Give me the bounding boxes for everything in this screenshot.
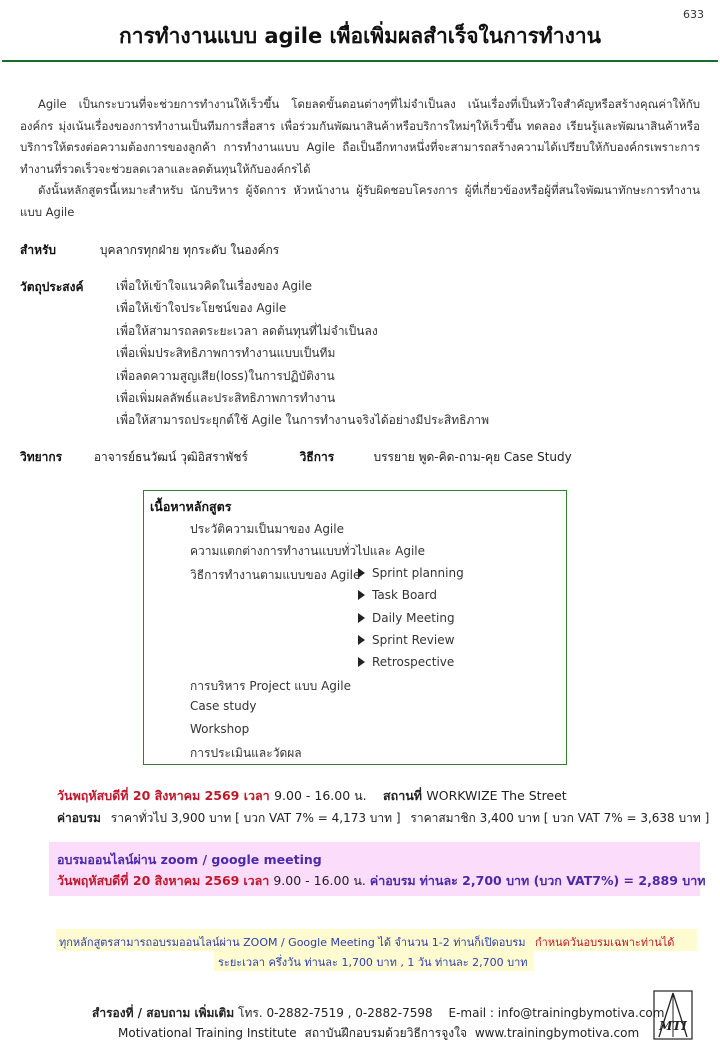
org-website[interactable]: www.trainingbymotiva.com [474, 1026, 640, 1040]
intro-paragraph-1: Agile เป็นกระบวนที่จะช่วยการทำงานให้เร็วขึ้น โดยลดขั้นตอนต่างๆที่ไม่จำเป็นลง เน้นเรื่องที่เป็นหัวใจสำคัญหรือสร้างคุณค่าให้กับองค์กร มุ่งเน้นเรื่องของการทำงานเป็นทีมการสื่อสาร เพื่อร่วมกันพัฒนาสินค้าหรือบริการใหม่ๆให้เร็วขึ้น ทดลอง เรียนรู้และพัฒนาสินค้าหรือบริการให้ตรงต่อความต้องการของลูกค้า การทำงานแบบ Agile ถือเป็นอีกทางหนึ่งที่จะสามารถสร้างความได้เปรียบให้กับองค์กรเพราะการทำงานที่รวดเร็วจะช่วยลดเวลาและลดต้นทุนให้กับองค์กรได้ [20, 97, 700, 176]
schedule-time: 9.00 - 16.00 น. [274, 788, 367, 803]
fee-general-label: ราคาทั่วไป [110, 811, 168, 825]
triangle-bullet-icon [358, 568, 365, 578]
course-content-heading: เนื้อหาหลักสูตร [150, 499, 232, 514]
note-line-1 [56, 929, 697, 951]
mti-logo [653, 990, 693, 1040]
content-item: ความแตกต่างการทำงานแบบทั่วไปและ Agile [190, 544, 425, 558]
footer-contact [92, 1004, 664, 1023]
schedule-line [57, 786, 567, 806]
objective-item: เพื่อให้สามารถประยุกต์ใช้ Agile ในการทำงานจริงได้อย่างมีประสิทธิภาพ [116, 413, 490, 428]
objective-item: เพื่อให้เข้าใจประโยชน์ของ Agile [116, 301, 287, 316]
course-content-box [143, 490, 567, 765]
objective-item: เพื่อให้สามารถลดระยะเวลา ลดต้นทุนที่ไม่จำเป็นลง [116, 323, 378, 338]
objective-item: เพื่อเพิ่มผลลัพธ์และประสิทธิภาพการทำงาน [116, 391, 336, 406]
audience-value: บุคลากรทุกฝ่าย ทุกระดับ ในองค์กร [99, 243, 280, 257]
contact-phone: โทร. 0-2882-7519 , 0-2882-7598 [238, 1006, 433, 1020]
triangle-bullet-icon [358, 657, 365, 667]
content-item: การประเมินและวัดผล [190, 746, 302, 760]
speaker-value: อาจารย์ธนวัฒน์ วุฒิอิสราพัชร์ [93, 450, 248, 464]
content-item: ประวัติความเป็นมาของ Agile [190, 522, 344, 536]
fee-label: ค่าอบรม [57, 811, 101, 825]
audience-label: สำหรับ [20, 243, 57, 257]
objective-item: เพื่อให้เข้าใจแนวคิดในเรื่องของ Agile [116, 279, 313, 293]
audience-row [20, 241, 279, 260]
venue-label: สถานที่ [383, 788, 423, 803]
contact-email[interactable]: E-mail : info@trainingbymotiva.com [448, 1006, 665, 1020]
content-sub-item [358, 655, 454, 669]
page-title: การทำงานแบบ agile เพื่อเพิ่มผลสำเร็จในการทำงาน [119, 24, 601, 48]
org-tagline: สถาบันฝึกอบรมด้วยวิธีการจูงใจ [304, 1026, 467, 1040]
online-fee-value: ท่านละ 2,700 บาท (บวก VAT7%) = 2,889 บาท [419, 873, 706, 888]
triangle-bullet-icon [358, 613, 365, 623]
title-divider [2, 60, 718, 62]
content-sub-item [358, 633, 454, 647]
sub-item-label: Sprint planning [372, 566, 464, 580]
triangle-bullet-icon [358, 635, 365, 645]
objectives-label: วัตถุประสงค์ [20, 280, 84, 294]
sub-item-label: Retrospective [372, 655, 455, 669]
online-time-label: เวลา [243, 873, 270, 888]
content-item: การบริหาร Project แบบ Agile [190, 679, 351, 693]
note-line-2: ระยะเวลา ครึ่งวัน ท่านละ 1,700 บาท , 1 วัน ท่านละ 2,700 บาท [214, 951, 534, 971]
online-fee-label: ค่าอบรม [369, 873, 416, 888]
schedule-time-label: เวลา [243, 788, 270, 803]
contact-label: สำรองที่ / สอบถาม เพิ่มเติม [92, 1006, 235, 1020]
sub-item-label: Task Board [372, 588, 437, 602]
footer-org [118, 1024, 639, 1040]
content-sub-item [358, 566, 464, 580]
content-sub-item [358, 611, 455, 625]
triangle-bullet-icon [358, 590, 365, 600]
speaker-method-row [20, 448, 572, 467]
intro-section [20, 94, 700, 223]
online-training-box [49, 842, 706, 896]
online-time: 9.00 - 16.00 น. [273, 873, 366, 888]
org-name: Motivational Training Institute [118, 1026, 297, 1040]
method-label: วิธีการ [299, 450, 335, 464]
fee-general-value: 3,900 บาท [ บวก VAT 7% = 4,173 บาท ] [170, 811, 401, 825]
fee-line [57, 809, 709, 828]
intro-paragraph-2: ดังนั้นหลักสูตรนี้เหมาะสำหรับ นักบริหาร ผู้จัดการ หัวหน้างาน ผู้รับผิดชอบโครงการ ผู้ที่เกี่ยวข้องหรือผู้ที่สนใจพัฒนาทักษะการทำงานแบบ Agile [20, 183, 700, 219]
content-item: Case study [190, 699, 257, 713]
note-text: ทุกหลักสูตรสามารถอบรมออนไลน์ผ่าน ZOOM / Google Meeting ได้ จำนวน 1-2 ท่านก็เปิดอบรม [59, 936, 526, 949]
content-sub-item [358, 588, 437, 602]
fee-member-value: 3,400 บาท [ บวก VAT 7% = 3,638 บาท ] [479, 811, 710, 825]
online-heading: อบรมออนไลน์ผ่าน zoom / google meeting [57, 852, 322, 867]
objectives-list [116, 275, 489, 432]
online-date: วันพฤหัสบดีที่ 20 สิงหาคม 2569 [57, 873, 240, 888]
online-schedule-line [57, 871, 705, 891]
speaker-label: วิทยากร [20, 450, 63, 464]
content-item: วิธีการทำงานตามแบบของ Agile [190, 568, 361, 582]
logo-text: MTI [659, 1019, 687, 1033]
schedule-date: วันพฤหัสบดีที่ 20 สิงหาคม 2569 [57, 788, 240, 803]
fee-member-label: ราคาสมาชิก [410, 811, 476, 825]
objective-item: เพื่อเพิ่มประสิทธิภาพการทำงานแบบเป็นทีม [116, 346, 336, 361]
note-highlight: กำหนดวันอบรมเฉพาะท่านได้ [535, 936, 675, 949]
sub-item-label: Daily Meeting [372, 611, 455, 625]
content-item: Workshop [190, 722, 250, 736]
venue-value: WORKWIZE The Street [426, 788, 567, 803]
objective-item: เพื่อลดความสูญเสีย(loss)ในการปฏิบัติงาน [116, 368, 335, 383]
method-value: บรรยาย พูด-คิด-ถาม-คุย Case Study [373, 450, 572, 464]
sub-item-label: Sprint Review [372, 633, 455, 647]
page-number: 633 [683, 8, 704, 21]
